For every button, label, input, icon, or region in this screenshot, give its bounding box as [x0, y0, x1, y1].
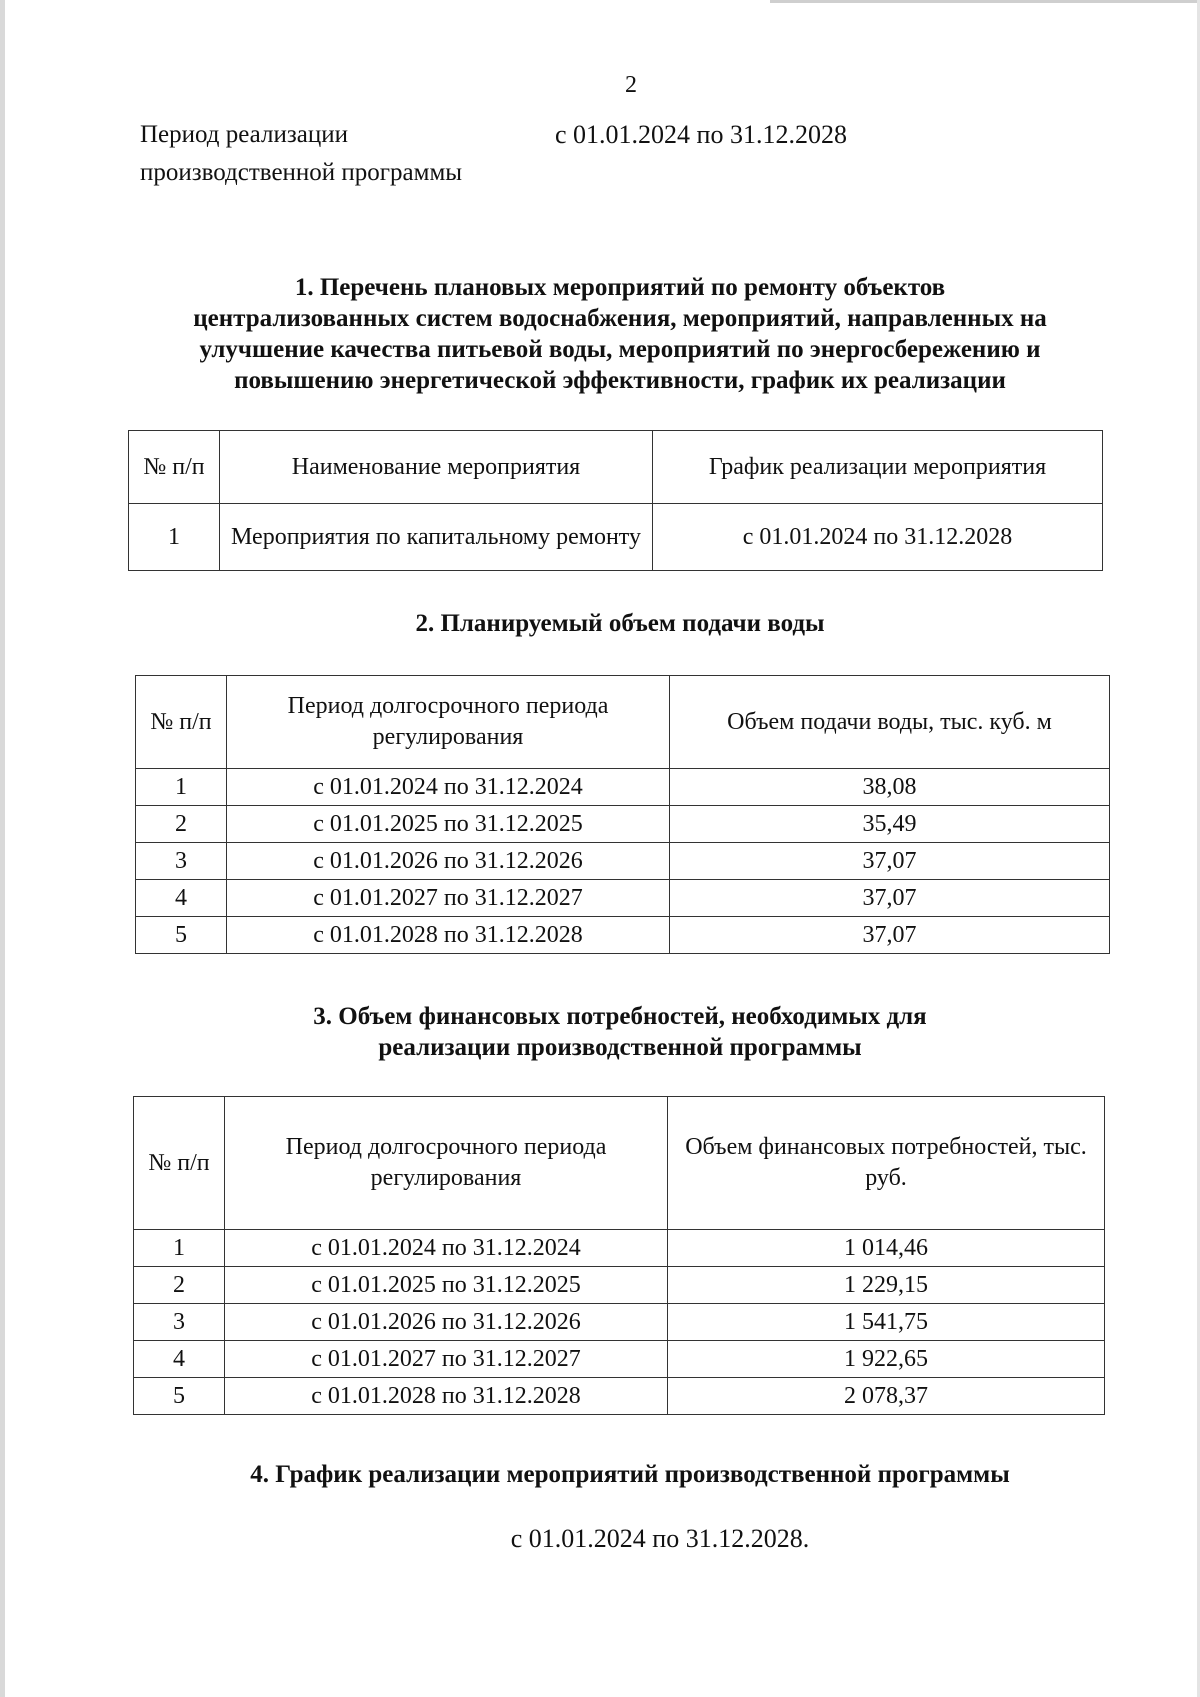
table-row — [136, 769, 1110, 806]
cell-number: 5 — [134, 1378, 225, 1415]
cell-water-volume: 35,49 — [670, 806, 1110, 843]
financial-needs-table — [133, 1096, 1105, 1415]
cell-number: 3 — [136, 843, 227, 880]
cell-number: 2 — [136, 806, 227, 843]
column-header-number: № п/п — [134, 1097, 225, 1230]
cell-period: с 01.01.2028 по 31.12.2028 — [227, 917, 670, 954]
cell-period: с 01.01.2027 по 31.12.2027 — [227, 880, 670, 917]
column-header-schedule: График реализации мероприятия — [653, 431, 1103, 504]
period-value: с 01.01.2024 по 31.12.2028 — [555, 120, 847, 149]
cell-schedule: с 01.01.2024 по 31.12.2028 — [653, 504, 1103, 571]
cell-financial-needs: 1 014,46 — [668, 1230, 1105, 1267]
table-row — [134, 1267, 1105, 1304]
section3-title — [125, 1001, 1115, 1063]
table-header-row — [129, 431, 1103, 504]
cell-financial-needs: 1 541,75 — [668, 1304, 1105, 1341]
page-number: 2 — [625, 72, 637, 98]
table-row — [134, 1378, 1105, 1415]
cell-number: 4 — [136, 880, 227, 917]
scan-edge-left — [0, 0, 5, 1697]
table-row — [134, 1304, 1105, 1341]
table-row — [136, 917, 1110, 954]
cell-water-volume: 38,08 — [670, 769, 1110, 806]
cell-water-volume: 37,07 — [670, 917, 1110, 954]
period-label-line2: производственной программы — [140, 159, 463, 186]
cell-period: с 01.01.2026 по 31.12.2026 — [227, 843, 670, 880]
section1-title — [125, 272, 1115, 396]
table-header-row — [136, 676, 1110, 769]
measures-table — [128, 430, 1103, 571]
table-header-row — [134, 1097, 1105, 1230]
column-header-period: Период долгосрочного периода регулирования — [225, 1097, 668, 1230]
section1-title-line: централизованных систем водоснабжения, мероприятий, направленных на — [193, 305, 1047, 332]
section4-period: с 01.01.2024 по 31.12.2028. — [510, 1524, 810, 1553]
cell-period: с 01.01.2025 по 31.12.2025 — [227, 806, 670, 843]
cell-number: 1 — [134, 1230, 225, 1267]
column-header-number: № п/п — [129, 431, 220, 504]
column-header-water-volume: Объем подачи воды, тыс. куб. м — [670, 676, 1110, 769]
section2-title: 2. Планируемый объем подачи воды — [415, 610, 825, 637]
scan-edge-top — [770, 0, 1200, 3]
cell-number: 5 — [136, 917, 227, 954]
cell-financial-needs: 1 922,65 — [668, 1341, 1105, 1378]
cell-measure-name: Мероприятия по капитальному ремонту — [220, 504, 653, 571]
cell-number: 1 — [129, 504, 220, 571]
column-header-number: № п/п — [136, 676, 227, 769]
section1-title-line: 1. Перечень плановых мероприятий по ремонту объектов — [294, 274, 946, 301]
section1-title-line: повышению энергетической эффективности, график их реализации — [234, 367, 1006, 394]
section1-title-line: улучшение качества питьевой воды, мероприятий по энергосбережению и — [199, 336, 1041, 363]
column-header-period: Период долгосрочного периода регулирования — [227, 676, 670, 769]
cell-period: с 01.01.2025 по 31.12.2025 — [225, 1267, 668, 1304]
cell-number: 4 — [134, 1341, 225, 1378]
period-label — [140, 116, 560, 192]
table-row — [129, 504, 1103, 571]
water-supply-table — [135, 675, 1110, 954]
cell-period: с 01.01.2024 по 31.12.2024 — [227, 769, 670, 806]
cell-period: с 01.01.2024 по 31.12.2024 — [225, 1230, 668, 1267]
cell-period: с 01.01.2026 по 31.12.2026 — [225, 1304, 668, 1341]
cell-water-volume: 37,07 — [670, 843, 1110, 880]
cell-number: 3 — [134, 1304, 225, 1341]
column-header-measure-name: Наименование мероприятия — [220, 431, 653, 504]
cell-number: 1 — [136, 769, 227, 806]
cell-financial-needs: 1 229,15 — [668, 1267, 1105, 1304]
cell-water-volume: 37,07 — [670, 880, 1110, 917]
column-header-financial-needs: Объем финансовых потребностей, тыс. руб. — [668, 1097, 1105, 1230]
section3-title-line: реализации производственной программы — [378, 1034, 862, 1061]
section3-title-line: 3. Объем финансовых потребностей, необходимых для — [313, 1003, 927, 1030]
cell-financial-needs: 2 078,37 — [668, 1378, 1105, 1415]
section4-title: 4. График реализации мероприятий производственной программы — [250, 1461, 1010, 1488]
cell-period: с 01.01.2027 по 31.12.2027 — [225, 1341, 668, 1378]
cell-period: с 01.01.2028 по 31.12.2028 — [225, 1378, 668, 1415]
table-row — [134, 1230, 1105, 1267]
table-row — [136, 806, 1110, 843]
period-label-line1: Период реализации — [140, 121, 348, 148]
table-row — [134, 1341, 1105, 1378]
cell-number: 2 — [134, 1267, 225, 1304]
table-row — [136, 880, 1110, 917]
table-row — [136, 843, 1110, 880]
